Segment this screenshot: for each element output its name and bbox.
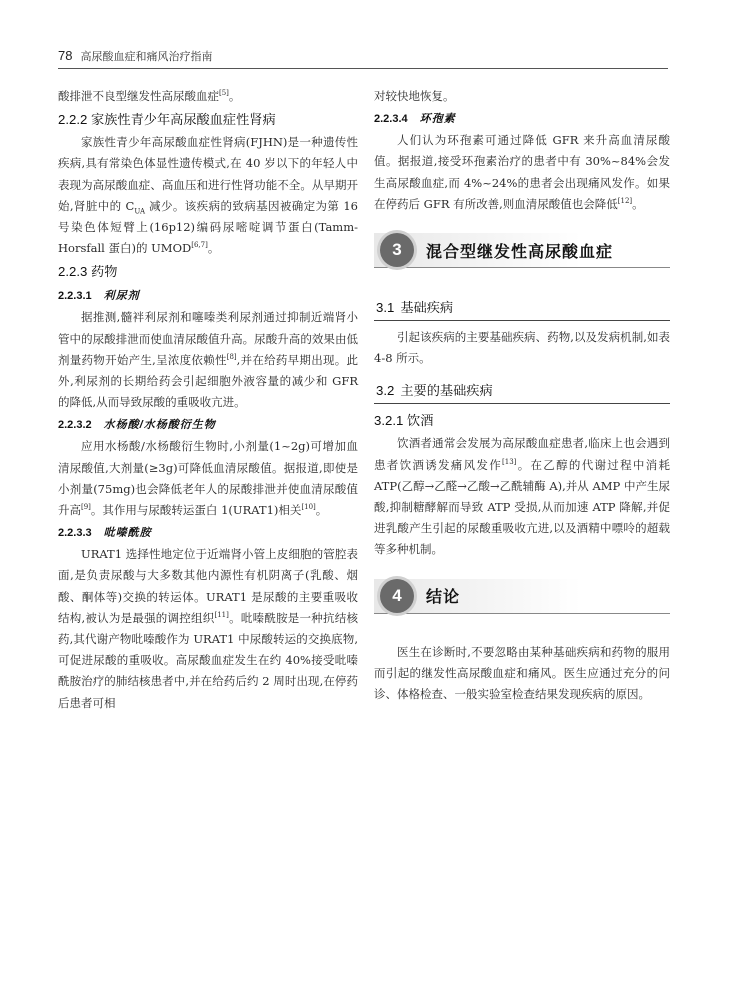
paragraph: 应用水杨酸/水杨酸衍生物时,小剂量(1~2g)可增加血清尿酸值,大剂量(≥3g)可降低血清尿酸值。据报道,即使是小剂量(75mg)也会降低老年人的尿酸排泄并使血清尿酸值升高[9]。其作用与尿酸转运蛋白 1(URAT1)相关[10]。 — [58, 439, 358, 518]
paragraph: 家族性青少年高尿酸血症性肾病(FJHN)是一种遗传性疾病,具有常染色体显性遗传模式,在 40 岁以下的年轻人中表现为高尿酸血症、高血压和进行性肾功能不全。从早期开始,肾脏中的 $C_{UA}$ 减少。该疾病的致病基因被确定为第 16 号染色体短臂上(16p12)编码尿嘧啶调节蛋白(Tamm-Horsfall 蛋白)的 UMOD[6,7]。 — [58, 135, 358, 256]
page-number: 78 — [58, 48, 73, 63]
section-banner-4 — [374, 579, 670, 614]
paragraph: 酸排泄不良型继发性高尿酸血症[5]。 — [58, 89, 241, 103]
citation: [13] — [502, 457, 517, 466]
section-title: 结论 — [426, 587, 461, 607]
right-column — [374, 86, 670, 705]
citation: [8] — [226, 353, 237, 361]
running-header — [58, 48, 668, 68]
citation: [5] — [219, 89, 229, 98]
section-number-badge: 3 — [380, 233, 414, 267]
paragraph: 医生在诊断时,不要忽略由某种基础疾病和药物的服用而引起的继发性高尿酸血症和痛风。医生应通过充分的问诊、体格检查、一般实验室检查结果发现疾病的原因。 — [374, 644, 670, 702]
paragraph: 人们认为环孢素可通过降低 GFR 来升高血清尿酸值。据报道,接受环孢素治疗的患者中有 30%~84%会发生高尿酸血症,而 4%~24%的患者会出现痛风发作。如果在停药后 GFR 有所改善,则血清尿酸值也会降低[12]。 — [374, 133, 670, 211]
section-title: 混合型继发性高尿酸血症 — [426, 241, 614, 261]
citation: [11] — [214, 611, 229, 620]
citation: [10] — [301, 503, 316, 512]
citation: [6,7] — [191, 241, 208, 250]
heading-3-1: 3.1 基础疾病 — [374, 296, 670, 321]
header-rule — [58, 68, 668, 69]
paragraph: URAT1 选择性地定位于近端肾小管上皮细胞的管腔表面,是负责尿酸与大多数其他内源性有机阴离子(乳酸、烟酸、酮体等)交换的转运体。URAT1 是尿酸的主要重吸收结构,被认为是最强的调控组织[11]。吡嗪酰胺是一种抗结核药,其代谢产物吡嗪酸作为 URAT1 中尿酸转运的交换底物,可促进尿酸的重吸收。高尿酸血症发生在约 40%接受吡嗪酰胺治疗的肺结核患者中,并在给药后约 2 周时出现,在停药后患者可相 — [58, 547, 359, 710]
citation: [12] — [617, 196, 633, 205]
heading-2-2-3-1: 2.2.3.1 利尿剂 — [58, 290, 140, 303]
heading-3-2-1: 3.2.1 饮酒 — [374, 413, 434, 429]
heading-3-2: 3.2 主要的基础疾病 — [374, 379, 670, 404]
heading-2-2-3-4: 2.2.3.4 环孢素 — [374, 113, 456, 126]
section-number-badge: 4 — [380, 579, 414, 613]
left-column — [58, 86, 358, 714]
paragraph: 引起该疾病的主要基础疾病、药物,以及发病机制,如表 4-8 所示。 — [374, 330, 670, 366]
book-title: 高尿酸血症和痛风治疗指南 — [80, 51, 213, 63]
paragraph: 对较快地恢复。 — [374, 89, 455, 103]
heading-2-2-3: 2.2.3 药物 — [58, 264, 118, 280]
citation: [9] — [81, 503, 91, 512]
heading-2-2-3-2: 2.2.3.2 水杨酸/水杨酸衍生物 — [58, 419, 216, 432]
paragraph: 据推测,髓袢利尿剂和噻嗪类利尿剂通过抑制近端肾小管中的尿酸排泄而使血清尿酸值升高。尿酸升高的效果由低剂量药物开始产生,呈浓度依赖性[8],并在给药早期出现。此外,利尿剂的长期给药会引起细胞外液容量的减少和 GFR 的降低,从而导致尿酸的重吸收亢进。 — [58, 310, 359, 410]
section-banner-3 — [374, 233, 670, 268]
paragraph: 饮酒者通常会发展为高尿酸血症患者,临床上也会遇到患者饮酒诱发痛风发作[13]。在乙醇的代谢过程中消耗 ATP(乙醇→乙醛→乙酸→乙酰辅酶 A),并从 AMP 中产生尿酸,抑制糖酵解而导致 ATP 受损,从而加速 ATP 降解,并促进乳酸产生引起的尿酸重吸收亢进,以及酒精中嘌呤的超载等多种机制。 — [374, 436, 671, 557]
heading-2-2-2: 2.2.2 家族性青少年高尿酸血症性肾病 — [58, 112, 276, 128]
heading-2-2-3-3: 2.2.3.3 吡嗪酰胺 — [58, 527, 152, 540]
